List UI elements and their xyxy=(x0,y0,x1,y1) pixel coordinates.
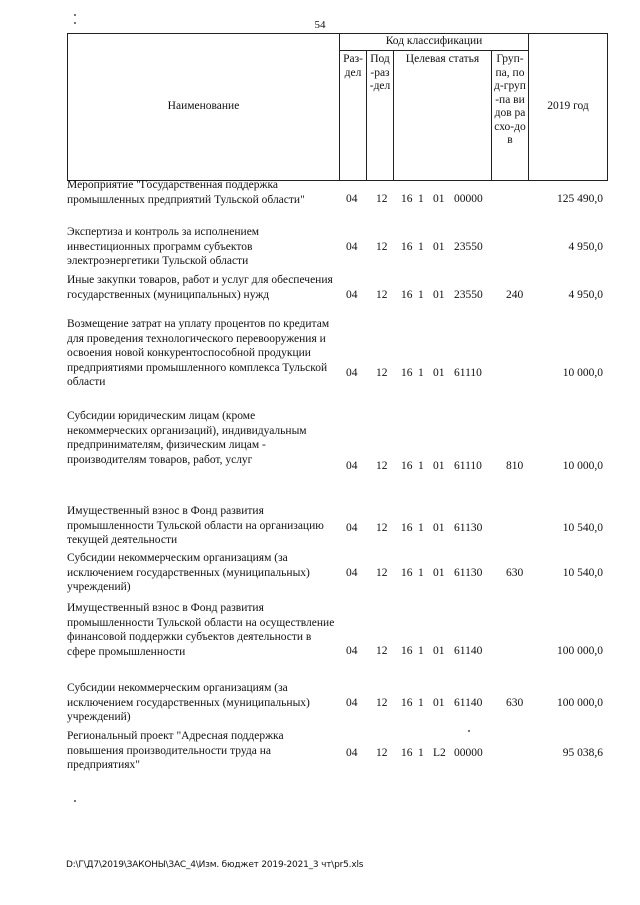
row-subsection: 12 xyxy=(376,697,388,709)
row-direction: 23550 xyxy=(454,241,483,253)
scan-speck xyxy=(74,14,76,16)
header-target-item: Целевая статья xyxy=(405,53,480,65)
header-name: Наименование xyxy=(167,100,240,113)
header-name-cell xyxy=(68,34,340,181)
table-row xyxy=(67,681,607,729)
row-name: Возмещение затрат на уплату процентов по кредитам для проведения технологического перевооружения и освоения новой конкурентоспособной продукции предприятиями промышленного комплекса Тульской области xyxy=(67,318,330,388)
row-event: 01 xyxy=(433,697,445,709)
row-subsection: 12 xyxy=(376,241,388,253)
header-subsection: Под-раз-дел xyxy=(369,53,391,92)
row-direction: 61110 xyxy=(454,460,482,472)
row-subprogram: 1 xyxy=(418,367,424,379)
row-section: 04 xyxy=(346,367,358,379)
table-header xyxy=(67,33,608,181)
row-amount: 4 950,0 xyxy=(568,289,603,301)
header-section-cell xyxy=(340,51,367,181)
row-event: 01 xyxy=(433,567,445,579)
row-subsection: 12 xyxy=(376,367,388,379)
row-codes xyxy=(339,459,607,474)
table-row xyxy=(67,225,607,273)
row-name: Иные закупки товаров, работ и услуг для обеспечения государственных (муниципальных) нужд xyxy=(67,274,333,301)
row-subprogram: 1 xyxy=(418,522,424,534)
row-program: 16 xyxy=(401,460,413,472)
row-subprogram: 1 xyxy=(418,645,424,657)
row-section: 04 xyxy=(346,567,358,579)
row-direction: 00000 xyxy=(454,747,483,759)
table-row xyxy=(67,178,607,225)
row-direction: 00000 xyxy=(454,193,483,205)
row-subsection: 12 xyxy=(376,522,388,534)
row-section: 04 xyxy=(346,645,358,657)
row-program: 16 xyxy=(401,697,413,709)
scan-speck xyxy=(74,800,76,802)
row-amount: 100 000,0 xyxy=(557,697,603,709)
row-subprogram: 1 xyxy=(418,193,424,205)
row-section: 04 xyxy=(346,460,358,472)
table-row xyxy=(67,601,607,681)
row-program: 16 xyxy=(401,241,413,253)
row-name: Субсидии некоммерческим организациям (за исключением государственных (муниципальных) учреждений) xyxy=(67,552,310,593)
row-subsection: 12 xyxy=(376,645,388,657)
header-year: 2019 год xyxy=(547,100,589,113)
row-codes xyxy=(339,644,607,659)
row-event: L2 xyxy=(433,747,446,759)
row-codes xyxy=(339,288,607,303)
row-program: 16 xyxy=(401,289,413,301)
row-event: 01 xyxy=(433,645,445,657)
row-subprogram: 1 xyxy=(418,567,424,579)
file-path-footer: D:\Г\Д7\2019\ЗАКОНЫ\ЗАС_4\Изм. бюджет 2019-2021_3 чт\pr5.xls xyxy=(66,860,364,870)
row-subprogram: 1 xyxy=(418,241,424,253)
table-row xyxy=(67,729,607,777)
header-target-item-cell xyxy=(394,51,492,181)
header-section: Раз-дел xyxy=(343,53,363,79)
row-direction: 23550 xyxy=(454,289,483,301)
row-direction: 61130 xyxy=(454,567,483,579)
row-program: 16 xyxy=(401,645,413,657)
row-subsection: 12 xyxy=(376,567,388,579)
row-program: 16 xyxy=(401,367,413,379)
row-name: Субсидии юридическим лицам (кроме некоммерческих организаций), индивидуальным предпринимателям, физическим лицам - производителям товаров, работ, услуг xyxy=(67,410,307,466)
row-amount: 95 038,6 xyxy=(562,747,603,759)
table-row xyxy=(67,273,607,317)
row-event: 01 xyxy=(433,289,445,301)
row-direction: 61140 xyxy=(454,645,483,657)
table-row xyxy=(67,317,607,409)
page-number: 54 xyxy=(314,19,326,31)
table-row xyxy=(67,551,607,601)
row-section: 04 xyxy=(346,522,358,534)
header-subsection-cell xyxy=(367,51,394,181)
row-program: 16 xyxy=(401,522,413,534)
row-codes xyxy=(339,192,607,207)
header-year-cell xyxy=(529,34,608,181)
row-amount: 125 490,0 xyxy=(557,193,603,205)
row-amount: 10 540,0 xyxy=(562,522,603,534)
row-event: 01 xyxy=(433,241,445,253)
header-classification-cell xyxy=(340,34,529,51)
row-direction: 61140 xyxy=(454,697,483,709)
header-expense-group: Груп-па, под-груп-па видов расхо-дов xyxy=(494,53,526,146)
row-subprogram: 1 xyxy=(418,697,424,709)
row-section: 04 xyxy=(346,193,358,205)
row-section: 04 xyxy=(346,697,358,709)
row-name: Экспертиза и контроль за исполнением инвестиционных программ субъектов электроэнергетики Тульской области xyxy=(67,226,260,267)
row-section: 04 xyxy=(346,289,358,301)
scan-speck xyxy=(468,730,470,732)
row-amount: 4 950,0 xyxy=(568,241,603,253)
row-program: 16 xyxy=(401,747,413,759)
row-amount: 10 000,0 xyxy=(562,367,603,379)
row-event: 01 xyxy=(433,460,445,472)
row-codes xyxy=(339,696,607,711)
row-expense-group: 630 xyxy=(506,567,524,579)
row-section: 04 xyxy=(346,747,358,759)
row-event: 01 xyxy=(433,193,445,205)
row-amount: 10 000,0 xyxy=(562,460,603,472)
row-codes xyxy=(339,566,607,581)
table-row xyxy=(67,409,607,504)
row-name: Мероприятие "Государственная поддержка промышленных предприятий Тульской области" xyxy=(67,179,305,206)
row-subsection: 12 xyxy=(376,747,388,759)
row-expense-group: 630 xyxy=(506,697,524,709)
row-direction: 61130 xyxy=(454,522,483,534)
row-amount: 100 000,0 xyxy=(557,645,603,657)
row-expense-group: 240 xyxy=(506,289,524,301)
row-event: 01 xyxy=(433,367,445,379)
row-expense-group: 810 xyxy=(506,460,524,472)
row-subprogram: 1 xyxy=(418,289,424,301)
row-subsection: 12 xyxy=(376,460,388,472)
row-subprogram: 1 xyxy=(418,747,424,759)
row-name: Имущественный взнос в Фонд развития промышленности Тульской области на осуществление финансовой поддержки субъектов деятельности в сфере промышленности xyxy=(67,602,335,658)
row-section: 04 xyxy=(346,241,358,253)
row-event: 01 xyxy=(433,522,445,534)
row-name: Имущественный взнос в Фонд развития промышленности Тульской области на организацию текущей деятельности xyxy=(67,505,324,546)
row-codes xyxy=(339,366,607,381)
row-codes xyxy=(339,746,607,761)
header-expense-group-cell xyxy=(492,51,529,181)
row-codes xyxy=(339,240,607,255)
scan-speck xyxy=(74,22,76,24)
row-amount: 10 540,0 xyxy=(562,567,603,579)
budget-rows xyxy=(67,178,607,777)
row-subsection: 12 xyxy=(376,193,388,205)
row-direction: 61110 xyxy=(454,367,482,379)
row-codes xyxy=(339,521,607,536)
row-subsection: 12 xyxy=(376,289,388,301)
table-row xyxy=(67,504,607,551)
row-name: Региональный проект "Адресная поддержка повышения производительности труда на предприятиях" xyxy=(67,730,284,771)
header-classification: Код классификации xyxy=(385,35,483,48)
row-name: Субсидии некоммерческим организациям (за исключением государственных (муниципальных) учреждений) xyxy=(67,682,310,723)
row-subprogram: 1 xyxy=(418,460,424,472)
row-program: 16 xyxy=(401,193,413,205)
row-program: 16 xyxy=(401,567,413,579)
